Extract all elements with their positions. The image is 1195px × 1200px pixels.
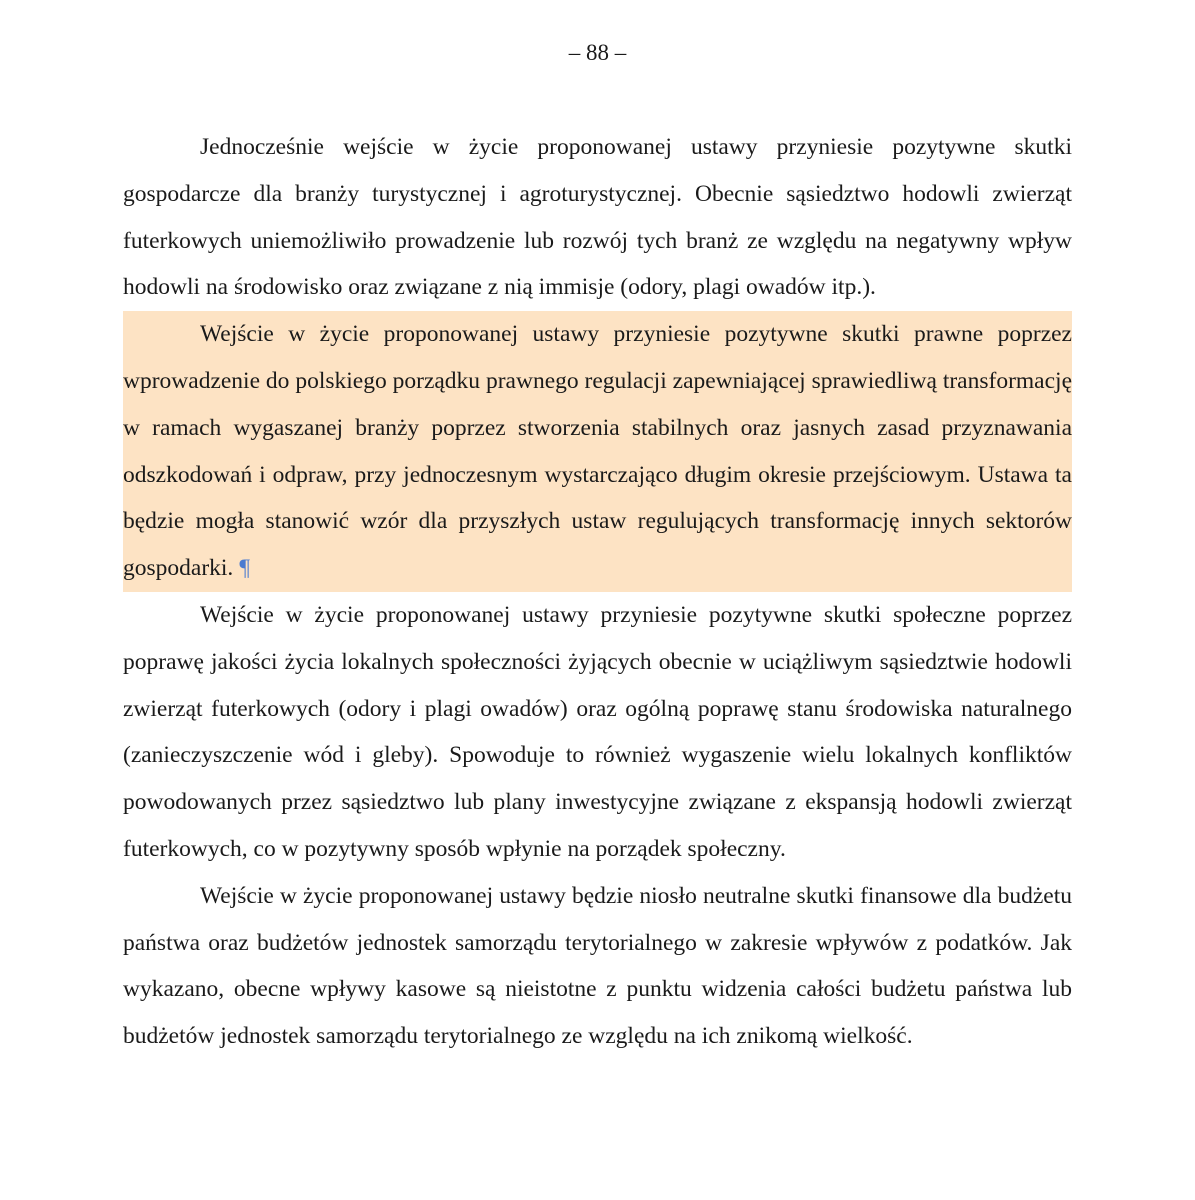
- document-body: [123, 124, 1072, 1060]
- paragraph-text: Wejście w życie proponowanej ustawy przyniesie pozytywne skutki społeczne poprzez poprawę jakości życia lokalnych społeczności żyjących obecnie w uciążliwym sąsiedztwie hodowli zwierząt futerkowych (odory i plagi owadów) oraz ogólną poprawę stanu środowiska naturalnego (zanieczyszczenie wód i gleby). Spowoduje to również wygaszenie wielu lokalnych konfliktów powodowanych przez sąsiedztwo lub plany inwestycyjne związane z ekspansją hodowli zwierząt futerkowych, co w pozytywny sposób wpłynie na porządek społeczny.: [123, 601, 1072, 862]
- paragraph-text: Wejście w życie proponowanej ustawy będzie niosło neutralne skutki finansowe dla budżetu państwa oraz budżetów jednostek samorządu terytorialnego w zakresie wpływów z podatków. Jak wykazano, obecne wpływy kasowe są nieistotne z punktu widzenia całości budżetu państwa lub budżetów jednostek samorządu terytorialnego ze względu na ich znikomą wielkość.: [123, 882, 1072, 1050]
- paragraph-text: Jednocześnie wejście w życie proponowanej ustawy przyniesie pozytywne skutki gospodarcze dla branży turystycznej i agroturystycznej. Obecnie sąsiedztwo hodowli zwierząt futerkowych uniemożliwiło prowadzenie lub rozwój tych branż ze względu na negatywny wpływ hodowli na środowisko oraz związane z nią immisje (odory, plagi owadów itp.).: [123, 134, 1072, 301]
- paragraph-financial-effects: [123, 873, 1072, 1060]
- paragraph-text: Wejście w życie proponowanej ustawy przyniesie pozytywne skutki prawne poprzez wprowadzenie do polskiego porządku prawnego regulacji zapewniającej sprawiedliwą transformację w ramach wygaszanej branży poprzez stworzenia stabilnych oraz jasnych zasad przyznawania odszkodowań i odpraw, przy jednoczesnym wystarczająco długim okresie przejściowym. Ustawa ta będzie mogła stanowić wzór dla przyszłych ustaw regulujących transformację innych sektorów gospodarki.: [123, 321, 1072, 582]
- paragraph-social-effects: [123, 592, 1072, 873]
- page-number: – 88 –: [568, 40, 627, 65]
- paragraph-economic-effects: [123, 124, 1072, 311]
- pilcrow-mark-icon: ¶: [239, 555, 250, 582]
- paragraph-legal-effects-highlighted[interactable]: [123, 311, 1072, 592]
